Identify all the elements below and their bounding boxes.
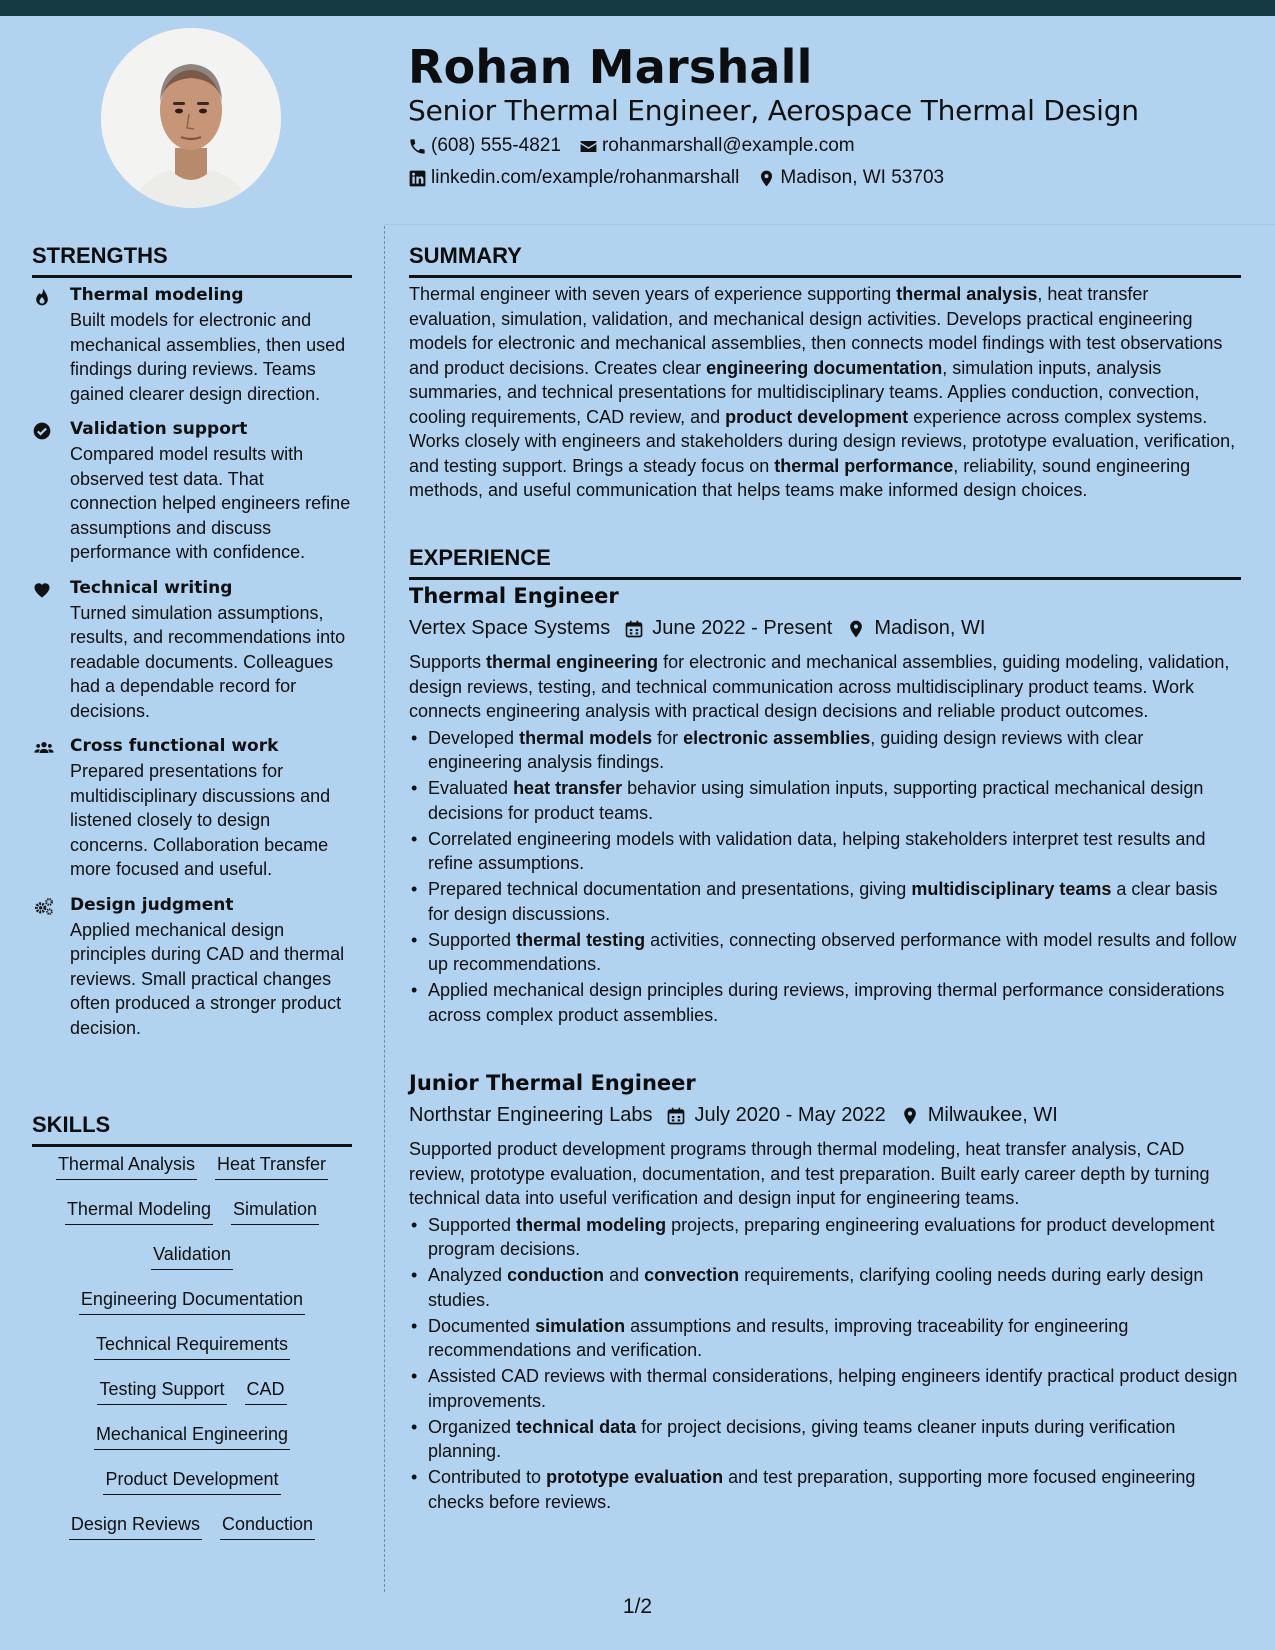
keyword-emphasis: electronic assemblies (683, 727, 871, 748)
top-accent-bar (0, 0, 1275, 16)
phone-icon (408, 137, 427, 156)
strength-item (32, 284, 352, 406)
strength-description: Prepared presentations for multidisciplinary discussions and listened closely to design concerns. Collaboration became more focused and useful. (70, 761, 331, 879)
job-title: Junior Thermal Engineer (409, 1071, 696, 1095)
skills-row (32, 1423, 352, 1468)
experience-entry (409, 1071, 1241, 1516)
contact-linkedin[interactable] (408, 167, 739, 189)
bullet-item: • Evaluated heat transfer behavior using simulation inputs, supporting practical mechanical design decisions for product teams. (409, 776, 1241, 825)
keyword-emphasis: conduction (507, 1265, 605, 1285)
contact-location (757, 167, 944, 189)
linkedin-text: linkedin.com/example/rohanmarshall (431, 167, 740, 188)
strengths-heading: STRENGTHS (32, 243, 352, 278)
keyword-emphasis: prototype evaluation (546, 1467, 724, 1487)
bullet-item: • Prepared technical documentation and presentations, giving multidisciplinary teams a clear basis for design discussions. (409, 877, 1241, 926)
calendar-icon (624, 619, 644, 639)
skill-tag: CAD (245, 1378, 287, 1405)
skill-tag: Design Reviews (69, 1513, 202, 1540)
header-divider (384, 224, 1275, 225)
strength-description: Turned simulation assumptions, results, and recommendations into readable documents. Colleagues had a dependable record for decisions. (70, 602, 346, 721)
job-description: Supported product development programs through thermal modeling, heat transfer analysis, CAD review, prototype evaluation, documentation, and test preparation. Built early career depth by turning technical data into useful verification and design input for engineering teams. (409, 1139, 1210, 1208)
keyword-emphasis: engineering documentation (706, 357, 943, 378)
phone-text: (608) 555-4821 (431, 135, 561, 156)
job-title: Thermal Engineer (409, 584, 619, 608)
heart-icon (32, 580, 52, 600)
skill-tag: Thermal Modeling (65, 1198, 213, 1225)
location-text: Madison, WI 53703 (780, 167, 945, 188)
linkedin-icon (408, 169, 427, 188)
job-description: Supports thermal engineering for electronic and mechanical assemblies, guiding modeling, validation, design reviews, testing, and technical communication across multidisciplinary product teams. Work connects engineering analysis with practical design decisions and reliable product outcomes. (409, 652, 1230, 721)
bullet-item: • Organized technical data for project decisions, giving teams cleaner inputs during verification planning. (409, 1415, 1241, 1464)
skill-tag: Heat Transfer (215, 1153, 328, 1180)
flame-icon (32, 287, 52, 307)
keyword-emphasis: simulation (535, 1315, 626, 1336)
experience-entry (409, 584, 1241, 1029)
skills-row (32, 1243, 352, 1288)
contact-row-2 (408, 167, 962, 189)
job-meta (409, 617, 1241, 640)
page-number: 1/2 (622, 1595, 653, 1618)
keyword-emphasis: thermal models (519, 727, 653, 748)
contact-phone[interactable] (408, 135, 561, 157)
strength-item (32, 894, 352, 1041)
strength-title: Cross functional work (70, 736, 279, 756)
strength-item (32, 735, 352, 882)
skills-row (32, 1198, 352, 1243)
bullet-item: • Documented simulation assumptions and results, improving traceability for engineering recommendations and verification. (409, 1314, 1241, 1363)
bullet-item: • Applied mechanical design principles during reviews, improving thermal performance considerations across complex product assemblies. (409, 978, 1241, 1027)
profile-photo (101, 28, 281, 208)
job-location: Madison, WI (874, 617, 986, 639)
strength-description: Compared model results with observed test data. That connection helped engineers refine assumptions and discuss performance with confidence. (70, 444, 351, 562)
skill-tag: Conduction (220, 1513, 315, 1540)
keyword-emphasis: thermal testing (516, 929, 646, 950)
email-text: rohanmarshall@example.com (601, 135, 855, 156)
job-bullets (409, 726, 1241, 1028)
gears-icon (32, 897, 56, 917)
strength-title: Design judgment (70, 894, 234, 915)
keyword-emphasis: technical data (516, 1416, 637, 1437)
company-name: Northstar Engineering Labs (409, 1104, 653, 1126)
strengths-list (32, 284, 352, 1052)
job-dates: June 2022 - Present (652, 617, 833, 639)
strength-title: Thermal modeling (70, 285, 244, 305)
skill-tag: Technical Requirements (94, 1333, 290, 1360)
bullet-item: • Developed thermal models for electronic assemblies, guiding design reviews with clear engineering analysis findings. (409, 726, 1241, 775)
keyword-emphasis: product development (725, 406, 909, 427)
skills-heading: SKILLS (32, 1112, 352, 1147)
keyword-emphasis: convection (644, 1265, 740, 1285)
skills-row (32, 1468, 352, 1513)
envelope-icon (579, 137, 598, 156)
skills-row (32, 1378, 352, 1423)
contact-email[interactable] (579, 135, 855, 157)
strength-item (32, 577, 352, 724)
experience-heading: EXPERIENCE (409, 545, 1241, 580)
skills-row (32, 1288, 352, 1333)
skill-tag: Testing Support (97, 1378, 226, 1405)
job-dates: July 2020 - May 2022 (694, 1104, 886, 1126)
map-pin-icon (757, 169, 776, 188)
skill-tag: Validation (151, 1243, 233, 1270)
keyword-emphasis: thermal analysis (896, 284, 1038, 304)
skills-row (32, 1153, 352, 1198)
check-circle-icon (32, 421, 52, 441)
bullet-item: • Analyzed conduction and convection requirements, clarifying cooling needs during early design studies. (409, 1263, 1241, 1312)
map-pin-icon (846, 619, 866, 639)
bullet-item: • Supported thermal testing activities, connecting observed performance with model results and follow up recommendations. (409, 928, 1241, 977)
map-pin-icon (900, 1106, 920, 1126)
strength-item (32, 418, 352, 565)
skill-tag: Engineering Documentation (79, 1288, 305, 1315)
job-meta (409, 1104, 1241, 1127)
company-name: Vertex Space Systems (409, 617, 611, 639)
keyword-emphasis: multidisciplinary teams (911, 879, 1112, 899)
bullet-item: • Correlated engineering models with validation data, helping stakeholders interpret test results and refine assumptions. (409, 827, 1241, 876)
calendar-icon (666, 1106, 686, 1126)
bullet-item: • Assisted CAD reviews with thermal considerations, helping engineers identify practical product design improvements. (409, 1364, 1241, 1413)
keyword-emphasis: thermal performance (774, 455, 954, 476)
column-divider (384, 226, 385, 1592)
skills-row (32, 1513, 352, 1558)
bullet-item: • Contributed to prototype evaluation and test preparation, supporting more focused engineering checks before reviews. (409, 1465, 1241, 1514)
skills-list (32, 1153, 352, 1558)
summary-heading: SUMMARY (409, 243, 1241, 278)
bullet-item: • Supported thermal modeling projects, preparing engineering evaluations for product development program decisions. (409, 1213, 1241, 1262)
candidate-headline: Senior Thermal Engineer, Aerospace Thermal Design (408, 94, 1139, 127)
job-bullets (409, 1213, 1241, 1515)
keyword-emphasis: thermal modeling (516, 1214, 667, 1235)
contact-row-1 (408, 135, 873, 157)
skill-tag: Thermal Analysis (56, 1153, 197, 1180)
strength-description: Built models for electronic and mechanical assemblies, then used findings during reviews. Teams gained clearer design direction. (70, 310, 346, 404)
strength-description: Applied mechanical design principles during CAD and thermal reviews. Small practical changes often produced a stronger product decision. (70, 919, 345, 1038)
users-icon (32, 738, 56, 758)
keyword-emphasis: thermal engineering (486, 652, 659, 672)
skill-tag: Simulation (231, 1198, 319, 1225)
strength-title: Technical writing (70, 577, 233, 598)
keyword-emphasis: heat transfer (513, 778, 623, 798)
summary-paragraph: Thermal engineer with seven years of experience supporting thermal analysis, heat transfer evaluation, simulation, validation, and mechanical design activities. Develops practical engineering models for electronic and mechanical assemblies, then connects model findings with test observations and product decisions. Creates clear engineering documentation, simulation inputs, analysis summaries, and technical presentations for multidisciplinary teams. Applies conduction, convection, cooling requirements, CAD review, and product development experience across complex systems. Works closely with engineers and stakeholders during design reviews, prototype evaluation, verification, and testing support. Brings a steady focus on thermal performance, reliability, sound engineering methods, and useful communication that helps teams make informed design choices. (409, 284, 1236, 500)
skill-tag: Product Development (103, 1468, 280, 1495)
skills-row (32, 1333, 352, 1378)
strength-title: Validation support (70, 419, 248, 439)
candidate-name: Rohan Marshall (408, 40, 813, 94)
job-location: Milwaukee, WI (927, 1104, 1058, 1126)
skill-tag: Mechanical Engineering (94, 1423, 290, 1450)
